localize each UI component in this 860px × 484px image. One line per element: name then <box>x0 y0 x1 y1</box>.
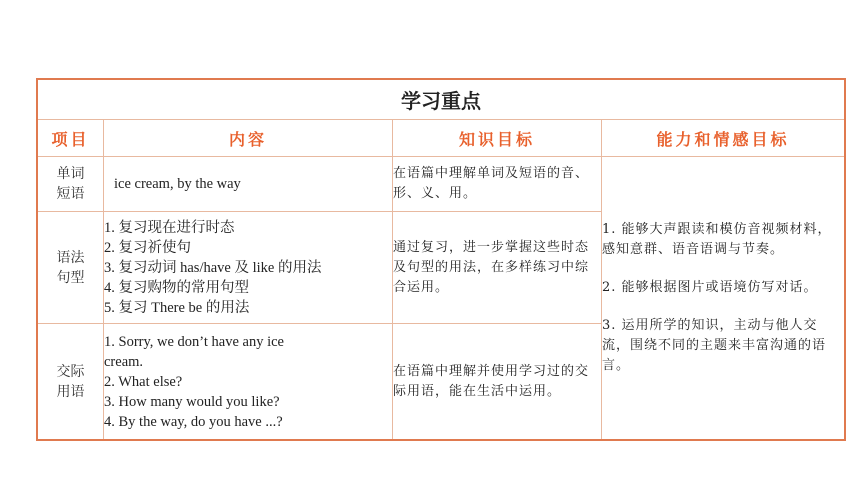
header-knowledge-goal: 知识目标 <box>393 120 602 157</box>
ability-goal-item: 1. 能够大声跟读和模仿音视频材料，感知意群、语音语调与节奏。 <box>602 222 832 257</box>
category-line: 句型 <box>56 269 85 286</box>
content-line: cream. <box>104 353 144 370</box>
knowledge-grammar: 通过复习，进一步掌握这些时态及句型的用法，在多样练习中综合运用。 <box>393 212 602 324</box>
content-line: 2. 复习祈使句 <box>104 239 191 256</box>
category-line: 单词 <box>56 166 85 182</box>
content-line: 4. 复习购物的常用句型 <box>104 279 249 296</box>
header-item: 项目 <box>38 120 104 157</box>
knowledge-communication: 在语篇中理解并使用学习过的交际用语，能在生活中运用。 <box>393 324 602 440</box>
category-line: 用语 <box>56 383 85 400</box>
ability-goals-cell <box>602 157 845 440</box>
category-line: 短语 <box>56 186 85 202</box>
content-line: 4. By the way, do you have ...? <box>104 413 283 430</box>
content-vocabulary <box>104 157 393 212</box>
category-line: 交际 <box>56 363 85 380</box>
content-line: 1. 复习现在进行时态 <box>104 219 235 236</box>
category-communication <box>38 324 104 440</box>
table-title: 学习重点 <box>38 80 845 120</box>
content-line: 5. 复习 There be 的用法 <box>104 299 250 316</box>
knowledge-vocabulary: 在语篇中理解单词及短语的音、形、义、用。 <box>393 157 602 212</box>
content-grammar <box>104 212 393 324</box>
content-line: 3. 复习动词 has/have 及 like 的用法 <box>104 259 322 276</box>
content-line: ice cream, by the way <box>114 176 241 192</box>
content-line: 3. How many would you like? <box>104 393 280 410</box>
content-communication <box>104 324 393 440</box>
table-row-vocabulary <box>38 157 845 212</box>
study-focus-table <box>37 79 845 440</box>
category-line: 语法 <box>56 249 85 266</box>
content-line: 2. What else? <box>104 373 183 390</box>
header-content: 内容 <box>104 120 393 157</box>
header-ability-goal: 能力和情感目标 <box>602 120 845 157</box>
category-grammar <box>38 212 104 324</box>
ability-goal-item: 2. 能够根据图片或语境仿写对话。 <box>602 280 818 295</box>
content-line: 1. Sorry, we don’t have any ice <box>104 333 284 350</box>
category-vocabulary <box>38 157 104 212</box>
ability-goal-item: 3. 运用所学的知识，主动与他人交流，围绕不同的主题来丰富沟通的语言。 <box>602 318 827 373</box>
